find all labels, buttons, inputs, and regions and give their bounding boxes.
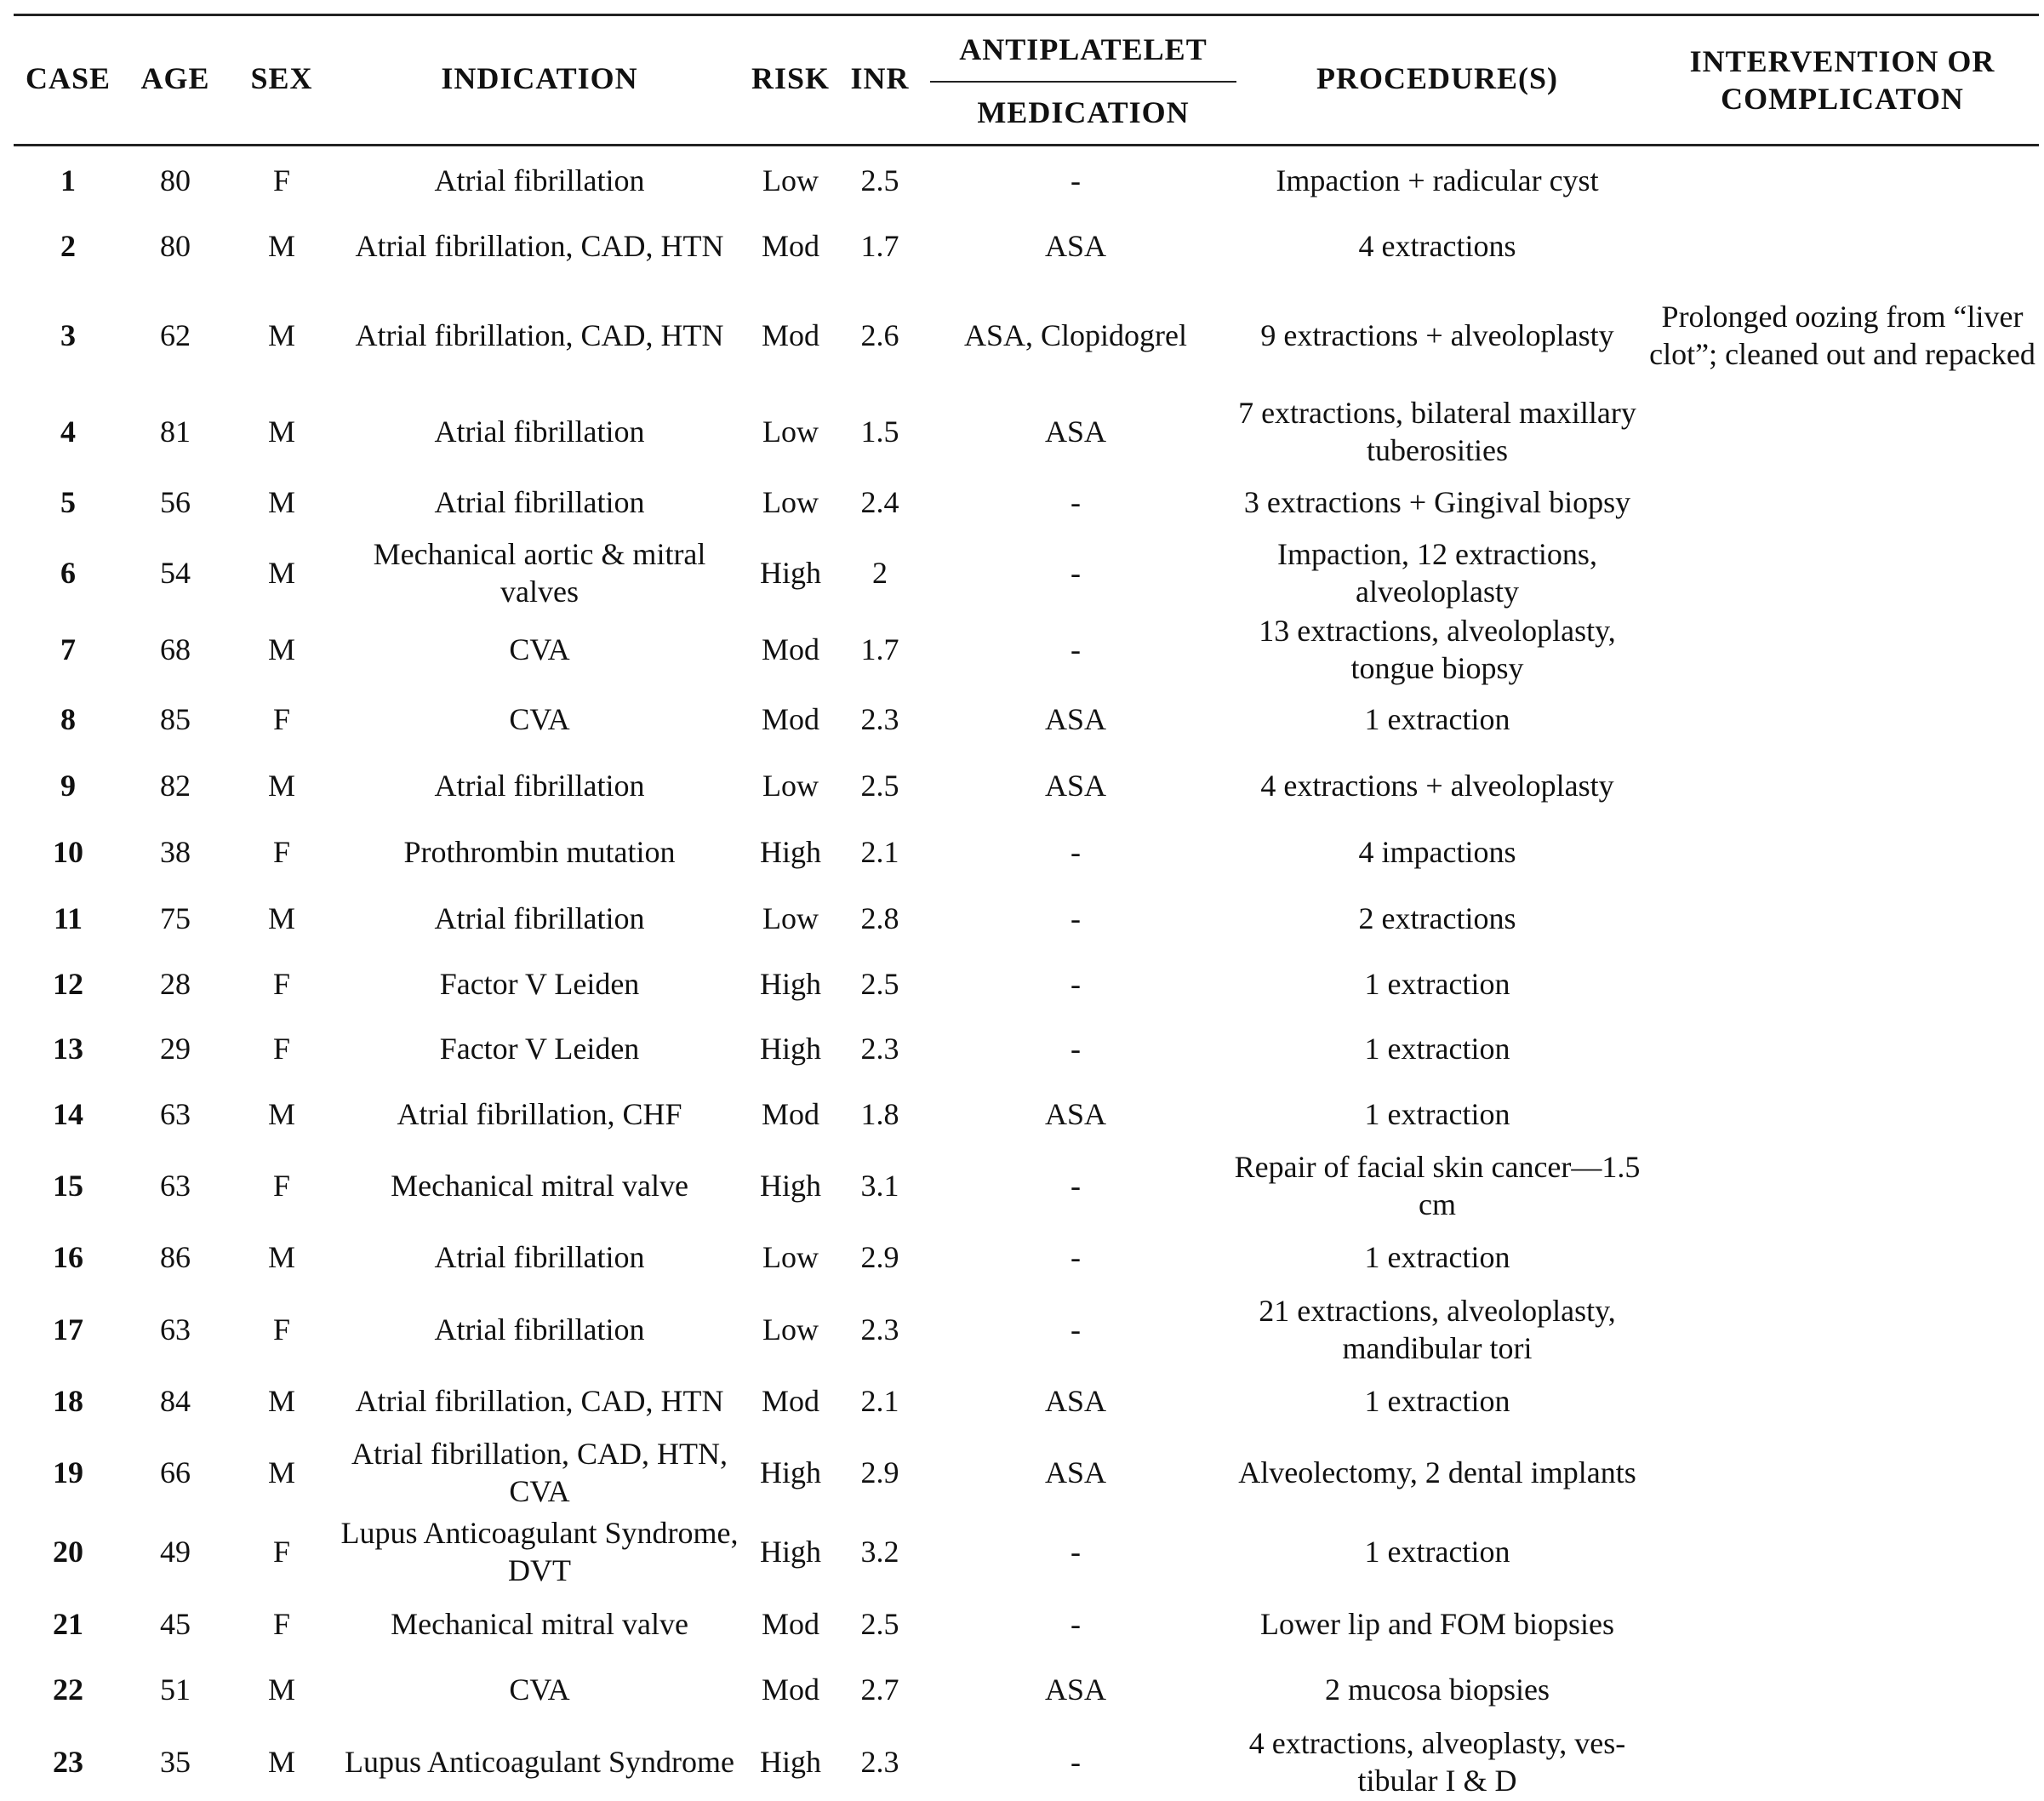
sex-cell: F [272, 702, 291, 736]
header-intervention-line2: COMPLICATON [1721, 82, 1964, 116]
case-cell: 1 [60, 163, 76, 197]
table-row [14, 1656, 2039, 1723]
procedure-cell: Repair of facial skin cancer—1.5 cm [1234, 1150, 1641, 1221]
table-row [14, 686, 2039, 752]
procedure-cell: 2 mucosa biopsies [1325, 1672, 1550, 1707]
antiplatelet-cell: ASA [1044, 1455, 1107, 1489]
header-bottom-rule [14, 144, 2039, 146]
table-row [14, 885, 2039, 952]
case-cell: 17 [53, 1312, 83, 1346]
inr-cell: 2.6 [860, 318, 899, 352]
procedure-cell: Lower lip and FOM biopsies [1260, 1607, 1614, 1641]
inr-cell: 3.1 [860, 1169, 899, 1203]
inr-cell: 2.3 [860, 1312, 899, 1346]
procedure-cell: 1 extraction [1364, 702, 1510, 736]
procedure-cell: 4 impactions [1358, 835, 1516, 869]
header-risk: RISK [751, 61, 831, 95]
sex-cell: F [272, 1535, 291, 1569]
antiplatelet-cell: ASA [1044, 702, 1107, 736]
table-row [14, 1723, 2039, 1801]
table-row [14, 952, 2039, 1016]
header-case: CASE [25, 61, 111, 95]
case-cell: 16 [53, 1240, 83, 1274]
age-cell: 82 [160, 769, 191, 803]
antiplatelet-cell: - [1071, 1745, 1081, 1779]
table-row [14, 1224, 2039, 1290]
procedure-cell: 4 extractions, alveoplasty, ves-tibular I & D [1248, 1726, 1626, 1798]
case-cell: 13 [53, 1032, 83, 1066]
header-antiplatelet-top: ANTIPLATELET [959, 32, 1208, 66]
indication-cell: Mechanical mitral valve [391, 1169, 688, 1203]
header-inr: INR [850, 61, 910, 95]
risk-cell: Low [762, 901, 819, 935]
antiplatelet-cell: - [1071, 1535, 1081, 1569]
sex-cell: M [267, 1455, 295, 1489]
indication-cell: Atrial fibrillation [434, 769, 645, 803]
sex-cell: M [267, 485, 295, 519]
inr-cell: 1.7 [860, 229, 899, 263]
risk-cell: Low [762, 1240, 819, 1274]
case-cell: 7 [60, 632, 76, 666]
indication-cell: Atrial fibrillation [434, 163, 645, 197]
procedure-cell: 9 extractions + alveoloplasty [1260, 318, 1614, 352]
procedure-cell: 1 extraction [1364, 1240, 1510, 1274]
header-intervention-line1: INTERVENTION OR [1689, 44, 1995, 78]
indication-cell: CVA [509, 702, 570, 736]
inr-cell: 2.9 [860, 1455, 899, 1489]
indication-cell: Atrial fibrillation [434, 901, 645, 935]
risk-cell: Mod [761, 1097, 819, 1131]
sex-cell: F [272, 1607, 291, 1641]
age-cell: 81 [160, 415, 191, 449]
risk-cell: High [760, 1535, 821, 1569]
indication-cell: Atrial fibrillation, CAD, HTN [355, 229, 724, 263]
procedure-cell: 1 extraction [1364, 1032, 1510, 1066]
age-cell: 45 [160, 1607, 191, 1641]
risk-cell: High [760, 835, 821, 869]
risk-cell: Mod [761, 702, 819, 736]
indication-cell: CVA [509, 632, 570, 666]
indication-cell: Prothrombin mutation [403, 835, 676, 869]
case-cell: 18 [53, 1384, 83, 1418]
inr-cell: 2.1 [860, 1384, 899, 1418]
data-table [14, 14, 2039, 1798]
table-row [14, 472, 2039, 533]
risk-cell: High [760, 1169, 821, 1203]
procedure-cell: Alveolectomy, 2 dental implants [1238, 1455, 1636, 1489]
antiplatelet-cell: - [1071, 1312, 1081, 1346]
risk-cell: High [760, 967, 821, 1001]
antiplatelet-cell: - [1071, 835, 1081, 869]
antiplatelet-cell: - [1071, 1169, 1081, 1203]
risk-cell: Mod [761, 632, 819, 666]
sex-cell: F [272, 835, 291, 869]
sex-cell: M [267, 556, 295, 590]
risk-cell: Low [762, 1312, 819, 1346]
header-age: AGE [140, 61, 210, 95]
procedure-cell: 4 extractions + alveoloplasty [1260, 769, 1614, 803]
table-row [14, 1016, 2039, 1081]
antiplatelet-cell: ASA [1044, 1672, 1107, 1707]
age-cell: 35 [160, 1745, 191, 1779]
procedure-cell: 1 extraction [1364, 1535, 1510, 1569]
antiplatelet-cell: ASA [1044, 1097, 1107, 1131]
sex-cell: M [267, 229, 295, 263]
inr-cell: 2.3 [860, 1032, 899, 1066]
case-cell: 10 [53, 835, 83, 869]
sex-cell: M [267, 318, 295, 352]
procedure-cell: 2 extractions [1358, 901, 1516, 935]
antiplatelet-cell: - [1071, 632, 1081, 666]
risk-cell: High [760, 1745, 821, 1779]
table-body [14, 148, 2039, 1801]
age-cell: 68 [160, 632, 191, 666]
risk-cell: High [760, 556, 821, 590]
case-cell: 12 [53, 967, 83, 1001]
risk-cell: Mod [761, 1672, 819, 1707]
sex-cell: F [272, 1169, 291, 1203]
antiplatelet-cell: ASA [1044, 769, 1107, 803]
sex-cell: F [272, 967, 291, 1001]
risk-cell: Low [762, 415, 819, 449]
sex-cell: F [272, 1312, 291, 1346]
inr-cell: 2.5 [860, 769, 899, 803]
case-cell: 5 [60, 485, 76, 519]
risk-cell: Low [762, 163, 819, 197]
inr-cell: 2.5 [860, 967, 899, 1001]
age-cell: 63 [160, 1312, 191, 1346]
table-row [14, 279, 2039, 392]
age-cell: 51 [160, 1672, 191, 1707]
sex-cell: M [267, 1384, 295, 1418]
procedure-cell: 1 extraction [1364, 967, 1510, 1001]
antiplatelet-cell: ASA, Clopidogrel [963, 318, 1187, 352]
antiplatelet-cell: - [1071, 1240, 1081, 1274]
sex-cell: M [267, 769, 295, 803]
indication-cell: Mechanical mitral valve [391, 1607, 688, 1641]
case-cell: 22 [53, 1672, 83, 1707]
inr-cell: 2.3 [860, 702, 899, 736]
antiplatelet-cell: - [1071, 556, 1081, 590]
case-cell: 9 [60, 769, 76, 803]
sex-cell: M [267, 1672, 295, 1707]
age-cell: 28 [160, 967, 191, 1001]
inr-cell: 1.8 [860, 1097, 899, 1131]
case-cell: 8 [60, 702, 76, 736]
age-cell: 86 [160, 1240, 191, 1274]
procedure-cell: Impaction, 12 extractions, alveoloplasty [1277, 537, 1597, 609]
table-top-rule [14, 14, 2039, 16]
table-row [14, 1592, 2039, 1656]
antiplatelet-cell: ASA [1044, 1384, 1107, 1418]
inr-cell: 1.5 [860, 415, 899, 449]
age-cell: 62 [160, 318, 191, 352]
sex-cell: M [267, 1745, 295, 1779]
case-cell: 14 [53, 1097, 83, 1131]
indication-cell: Atrial fibrillation [434, 1240, 645, 1274]
risk-cell: Low [762, 769, 819, 803]
procedure-cell: 7 extractions, bilateral maxillary tuberosities [1238, 396, 1636, 467]
table-row [14, 392, 2039, 472]
procedure-cell: 3 extractions + Gingival biopsy [1243, 485, 1631, 519]
inr-cell: 2.7 [860, 1672, 899, 1707]
sex-cell: M [267, 632, 295, 666]
indication-cell: CVA [509, 1672, 570, 1707]
case-cell: 11 [53, 901, 83, 935]
indication-cell: Atrial fibrillation, CAD, HTN, CVA [351, 1437, 728, 1508]
age-cell: 66 [160, 1455, 191, 1489]
risk-cell: High [760, 1455, 821, 1489]
header-sex: SEX [250, 61, 313, 95]
age-cell: 63 [160, 1169, 191, 1203]
age-cell: 29 [160, 1032, 191, 1066]
risk-cell: Mod [761, 1384, 819, 1418]
antiplatelet-cell: - [1071, 1607, 1081, 1641]
age-cell: 80 [160, 163, 191, 197]
risk-cell: Low [762, 485, 819, 519]
indication-cell: Atrial fibrillation, CAD, HTN [355, 318, 724, 352]
sex-cell: M [267, 1097, 295, 1131]
inr-cell: 2.5 [860, 1607, 899, 1641]
procedure-cell: 13 extractions, alveoloplasty, tongue biopsy [1259, 614, 1616, 685]
antiplatelet-cell: ASA [1044, 229, 1107, 263]
indication-cell: Lupus Anticoagulant Syndrome, DVT [340, 1516, 739, 1587]
procedure-cell: 4 extractions [1358, 229, 1516, 263]
table-row [14, 1512, 2039, 1592]
case-cell: 3 [60, 318, 76, 352]
inr-cell: 2.3 [860, 1745, 899, 1779]
intervention-cell: Prolonged oozing from “liver clot”; cleaned out and repacked [1649, 300, 2035, 371]
sex-cell: F [272, 163, 291, 197]
sex-cell: M [267, 1240, 295, 1274]
age-cell: 63 [160, 1097, 191, 1131]
table-row [14, 1369, 2039, 1433]
procedure-cell: Impaction + radicular cyst [1276, 163, 1599, 197]
header-antiplatelet-bottom: MEDICATION [977, 95, 1190, 129]
case-cell: 2 [60, 229, 76, 263]
table-row [14, 533, 2039, 613]
indication-cell: Lupus Anticoagulant Syndrome [345, 1745, 734, 1779]
case-cell: 20 [53, 1535, 83, 1569]
age-cell: 49 [160, 1535, 191, 1569]
indication-cell: Atrial fibrillation [434, 415, 645, 449]
indication-cell: Factor V Leiden [439, 967, 640, 1001]
antiplatelet-cell: - [1071, 901, 1081, 935]
inr-cell: 2.9 [860, 1240, 899, 1274]
antiplatelet-cell: - [1071, 1032, 1081, 1066]
inr-cell: 2.5 [860, 163, 899, 197]
indication-cell: Atrial fibrillation, CHF [397, 1097, 682, 1131]
inr-cell: 2.8 [860, 901, 899, 935]
table-row [14, 1081, 2039, 1147]
header-indication: INDICATION [441, 61, 638, 95]
table-row [14, 1290, 2039, 1369]
indication-cell: Atrial fibrillation [434, 1312, 645, 1346]
indication-cell: Atrial fibrillation, CAD, HTN [355, 1384, 724, 1418]
inr-cell: 2.1 [860, 835, 899, 869]
sex-cell: M [267, 901, 295, 935]
table-row [14, 613, 2039, 686]
header-procedures: PROCEDURE(S) [1316, 61, 1558, 95]
case-cell: 6 [60, 556, 76, 590]
case-cell: 4 [60, 415, 76, 449]
age-cell: 56 [160, 485, 191, 519]
antiplatelet-cell: - [1071, 163, 1081, 197]
antiplatelet-cell: ASA [1044, 415, 1107, 449]
age-cell: 38 [160, 835, 191, 869]
risk-cell: Mod [761, 1607, 819, 1641]
procedure-cell: 1 extraction [1364, 1097, 1510, 1131]
sex-cell: F [272, 1032, 291, 1066]
table-row [14, 752, 2039, 819]
procedure-cell: 1 extraction [1364, 1384, 1510, 1418]
age-cell: 54 [160, 556, 191, 590]
table-row [14, 819, 2039, 885]
age-cell: 85 [160, 702, 191, 736]
antiplatelet-cell: - [1071, 967, 1081, 1001]
age-cell: 75 [160, 901, 191, 935]
risk-cell: Mod [761, 229, 819, 263]
table-row [14, 1147, 2039, 1224]
case-cell: 21 [53, 1607, 83, 1641]
inr-cell: 2.4 [860, 485, 899, 519]
sex-cell: M [267, 415, 295, 449]
case-cell: 19 [53, 1455, 83, 1489]
procedure-cell: 21 extractions, alveoloplasty, mandibular tori [1259, 1294, 1616, 1365]
age-cell: 84 [160, 1384, 191, 1418]
antiplatelet-header-rule [930, 81, 1236, 83]
indication-cell: Mechanical aortic & mitral valves [373, 537, 706, 609]
inr-cell: 3.2 [860, 1535, 899, 1569]
case-cell: 15 [53, 1169, 83, 1203]
risk-cell: Mod [761, 318, 819, 352]
age-cell: 80 [160, 229, 191, 263]
inr-cell: 2 [872, 556, 888, 590]
risk-cell: High [760, 1032, 821, 1066]
indication-cell: Factor V Leiden [439, 1032, 640, 1066]
table-row [14, 213, 2039, 279]
inr-cell: 1.7 [860, 632, 899, 666]
indication-cell: Atrial fibrillation [434, 485, 645, 519]
table-row [14, 148, 2039, 213]
table-row [14, 1433, 2039, 1512]
case-cell: 23 [53, 1745, 83, 1779]
antiplatelet-cell: - [1071, 485, 1081, 519]
